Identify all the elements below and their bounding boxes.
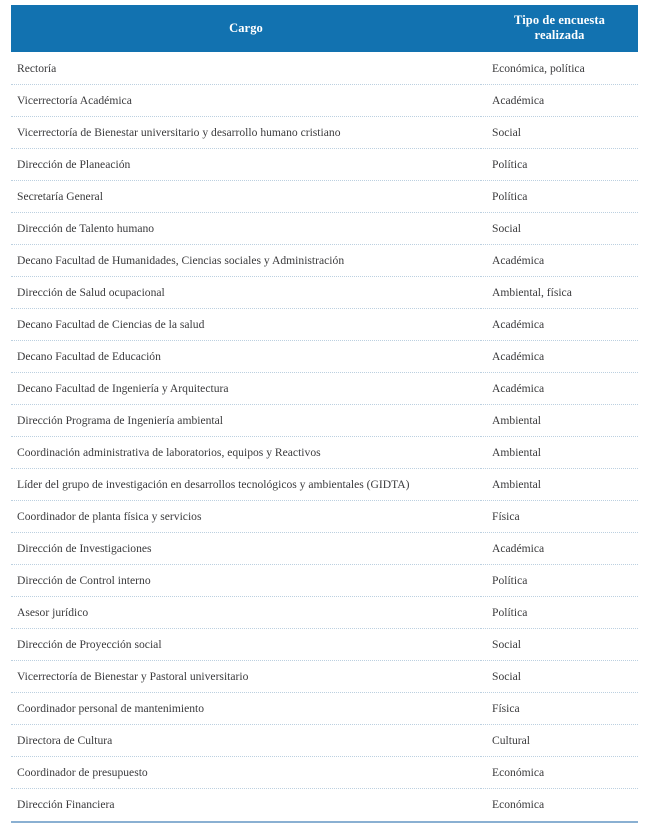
cell-cargo: Coordinación administrativa de laboratorios, equipos y Reactivos <box>11 436 481 468</box>
table-row <box>11 244 638 276</box>
cell-cargo: Asesor jurídico <box>11 596 481 628</box>
column-header-tipo-encuesta <box>481 5 638 52</box>
table-row <box>11 212 638 244</box>
cell-tipo-encuesta: Política <box>481 180 638 212</box>
cell-cargo: Dirección de Talento humano <box>11 212 481 244</box>
cell-cargo: Coordinador de presupuesto <box>11 756 481 788</box>
table-row <box>11 532 638 564</box>
cell-tipo-encuesta: Social <box>481 116 638 148</box>
cell-cargo: Vicerrectoría de Bienestar y Pastoral universitario <box>11 660 481 692</box>
cell-tipo-encuesta: Económica <box>481 756 638 788</box>
cell-tipo-encuesta: Ambiental <box>481 436 638 468</box>
cell-tipo-encuesta: Física <box>481 692 638 724</box>
cell-tipo-encuesta: Académica <box>481 308 638 340</box>
cell-tipo-encuesta: Política <box>481 148 638 180</box>
table-header <box>11 5 638 52</box>
column-header-tipo-line1: Tipo de encuesta <box>514 13 605 27</box>
table-row <box>11 724 638 756</box>
table-body <box>11 52 638 820</box>
cell-tipo-encuesta: Académica <box>481 372 638 404</box>
table-row <box>11 436 638 468</box>
cell-tipo-encuesta: Ambiental <box>481 404 638 436</box>
cell-tipo-encuesta: Cultural <box>481 724 638 756</box>
cell-tipo-encuesta: Académica <box>481 340 638 372</box>
cell-tipo-encuesta: Ambiental <box>481 468 638 500</box>
cell-cargo: Decano Facultad de Ingeniería y Arquitectura <box>11 372 481 404</box>
cell-cargo: Directora de Cultura <box>11 724 481 756</box>
cell-tipo-encuesta: Social <box>481 628 638 660</box>
table-row <box>11 276 638 308</box>
cell-tipo-encuesta: Política <box>481 564 638 596</box>
cell-tipo-encuesta: Académica <box>481 244 638 276</box>
cell-cargo: Dirección de Investigaciones <box>11 532 481 564</box>
table-row <box>11 596 638 628</box>
cell-cargo: Dirección Programa de Ingeniería ambiental <box>11 404 481 436</box>
table-row <box>11 788 638 820</box>
cell-cargo: Decano Facultad de Humanidades, Ciencias sociales y Administración <box>11 244 481 276</box>
table-row <box>11 148 638 180</box>
cell-cargo: Vicerrectoría Académica <box>11 84 481 116</box>
table-row <box>11 340 638 372</box>
column-header-tipo-line2: realizada <box>534 28 585 42</box>
cell-tipo-encuesta: Social <box>481 660 638 692</box>
table-row <box>11 308 638 340</box>
table-row <box>11 180 638 212</box>
table-row <box>11 84 638 116</box>
table-row <box>11 404 638 436</box>
cell-cargo: Líder del grupo de investigación en desarrollos tecnológicos y ambientales (GIDTA) <box>11 468 481 500</box>
cell-cargo: Dirección de Proyección social <box>11 628 481 660</box>
cell-tipo-encuesta: Ambiental, física <box>481 276 638 308</box>
cell-cargo: Decano Facultad de Ciencias de la salud <box>11 308 481 340</box>
cell-tipo-encuesta: Académica <box>481 532 638 564</box>
cell-cargo: Coordinador personal de mantenimiento <box>11 692 481 724</box>
cell-cargo: Vicerrectoría de Bienestar universitario y desarrollo humano cristiano <box>11 116 481 148</box>
table-row <box>11 756 638 788</box>
table-row <box>11 660 638 692</box>
cell-cargo: Coordinador de planta física y servicios <box>11 500 481 532</box>
cell-cargo: Dirección de Planeación <box>11 148 481 180</box>
cell-tipo-encuesta: Económica <box>492 797 545 811</box>
table-row <box>11 116 638 148</box>
cell-cargo: Decano Facultad de Educación <box>11 340 481 372</box>
survey-table <box>11 5 638 820</box>
cell-tipo-encuesta: Física <box>481 500 638 532</box>
cell-cargo: Dirección Financiera <box>17 797 115 811</box>
cell-cargo: Dirección de Salud ocupacional <box>11 276 481 308</box>
table-row <box>11 692 638 724</box>
table-row <box>11 372 638 404</box>
cell-cargo: Secretaría General <box>11 180 481 212</box>
column-header-cargo: Cargo <box>229 20 263 35</box>
table-header-row <box>11 5 638 52</box>
cell-tipo-encuesta: Social <box>481 212 638 244</box>
table-row <box>11 52 638 84</box>
table-row <box>11 564 638 596</box>
cell-tipo-encuesta: Política <box>481 596 638 628</box>
table-row <box>11 500 638 532</box>
cell-cargo: Rectoría <box>11 52 481 84</box>
table-row <box>11 628 638 660</box>
table-row <box>11 468 638 500</box>
cell-tipo-encuesta: Económica, política <box>481 52 638 84</box>
cell-cargo: Dirección de Control interno <box>11 564 481 596</box>
cell-tipo-encuesta: Académica <box>481 84 638 116</box>
